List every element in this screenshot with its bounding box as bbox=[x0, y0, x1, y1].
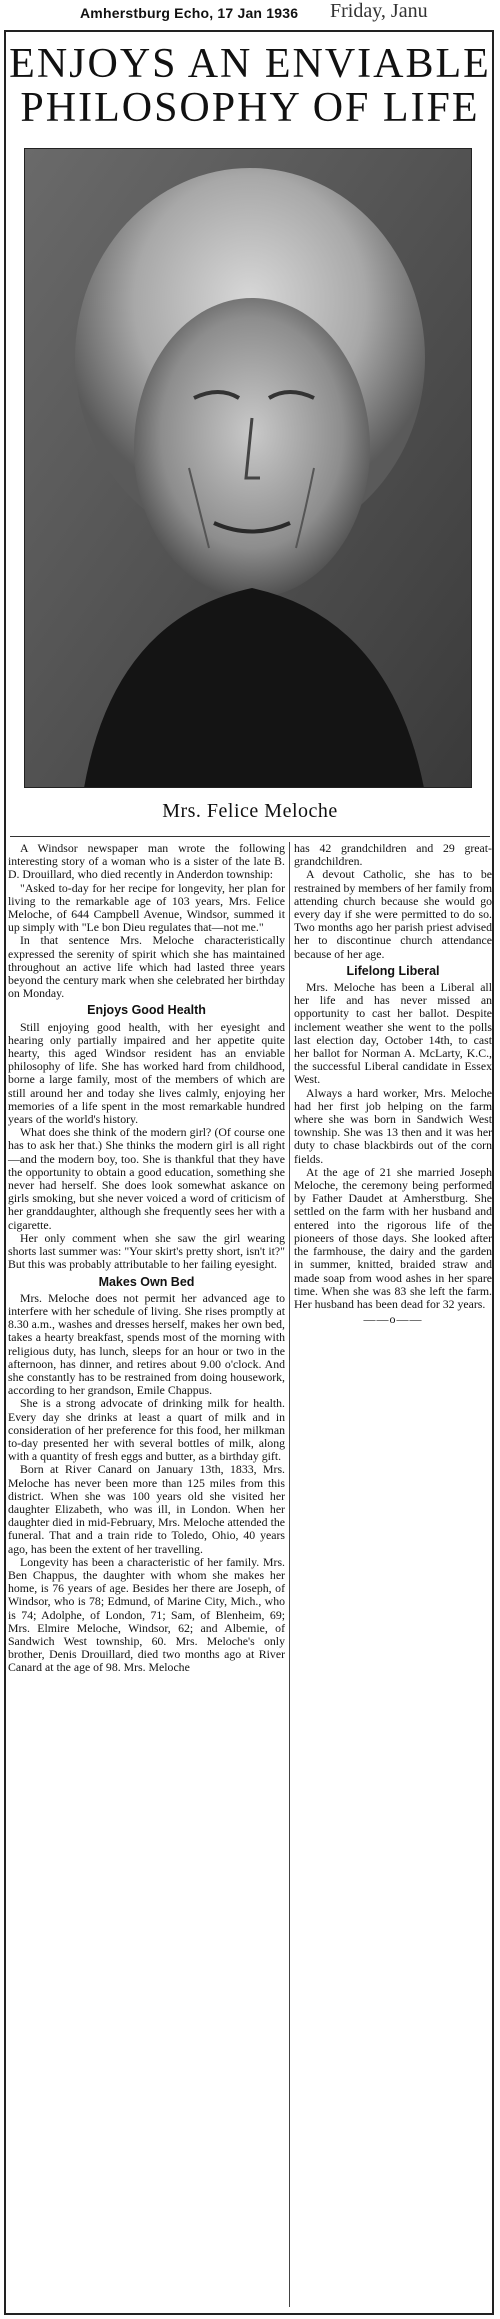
paragraph: Her only comment when she saw the girl wearing shorts last summer was: "Your skirt's pretty short, isn't it?" But this was probably attributable to her failing eyesight. bbox=[8, 1230, 285, 1272]
paragraph: Mrs. Meloche does not permit her advanced age to interfere with her schedule of living. She rises promptly at 8.30 a.m., washes and dresses herself, makes her own bed, takes a hearty breakfast, spends most of the morning with religious duty, has lunch, sleeps for an hour or two in the afternoon, has dinner, and retires about 9.00 o'clock. And she constantly has to be restrained from doing housework, according to her grandson, Emile Chappus. bbox=[8, 1290, 285, 1398]
paragraph: Longevity has been a characteristic of her family. Mrs. Ben Chappus, the daughter with whom she makes her home, is 76 years of age. Besides her there are Joseph, of Windsor, who is 78; Edmund, of Marine City, Mich., who is 74; Adolphe, of London, 71; Sam, of Blenheim, 69; Mrs. Elmire Meloche, Windsor, 62; and Albemie, of Sandwich West township, 60. Mrs. Meloche's only brother, Denis Drouillard, died two months ago at River Canard at the age of 98. Mrs. Meloche bbox=[8, 1554, 285, 1675]
masthead-date-fragment: Friday, Janu bbox=[330, 0, 428, 22]
paragraph: A Windsor newspaper man wrote the following interesting story of a woman who is a sister of the late B. D. Drouillard, who died recently in Anderdon township: bbox=[8, 841, 285, 882]
subheading: Lifelong Liberal bbox=[346, 963, 440, 978]
masthead bbox=[0, 0, 500, 28]
caption-rule bbox=[10, 836, 490, 837]
photo-caption: Mrs. Felice Meloche bbox=[162, 800, 338, 822]
column-divider bbox=[289, 842, 290, 2307]
headline-line-2: PHILOSOPHY OF LIFE bbox=[20, 85, 480, 131]
end-mark: ——o—— bbox=[363, 1312, 423, 1327]
article-left-column bbox=[8, 842, 285, 1675]
paragraph: Always a hard worker, Mrs. Meloche had her first job helping on the farm where she was born in Sandwich West township. She was 13 then and it was her duty to chase blackbirds out of the corn fields. bbox=[294, 1085, 492, 1166]
article-right-column bbox=[294, 842, 492, 1326]
paragraph: has 42 grandchildren and 29 great-grandchildren. bbox=[294, 841, 492, 869]
paragraph: At the age of 21 she married Joseph Meloche, the ceremony being performed by Father Daudet at Amherstburg. She settled on the farm with her husband and entered into the rigorous life of the pioneers of those days. She looked after the farmhouse, the dairy and the garden in summer, knitted, braided straw and made soap from wood ashes in her spare time. When she was 83 she left the farm. Her husband has been dead for 32 years. bbox=[294, 1164, 492, 1311]
paragraph: In that sentence Mrs. Meloche characteristically expressed the serenity of spirit which she has maintained throughout an active life which had lasted three years beyond the century mark when she celebrated her birthday on Monday. bbox=[8, 933, 285, 1001]
paragraph: She is a strong advocate of drinking milk for health. Every day she drinks at least a quart of milk and in consideration of her preference for this food, her milkman to-day presented her with several bottles of milk, along with a quantity of fresh eggs and butter, as a birthday gift. bbox=[8, 1396, 285, 1464]
subheading: Enjoys Good Health bbox=[87, 1003, 206, 1018]
portrait-photo bbox=[24, 148, 472, 788]
paragraph: Mrs. Meloche has been a Liberal all her life and has never missed an opportunity to cast her ballot. Despite inclement weather she went to the polls last election day, October 14th, to cast her ballot for Norman A. McLarty, K.C., the successful Liberal candidate in Essex West. bbox=[294, 980, 492, 1087]
subheading: Makes Own Bed bbox=[98, 1274, 195, 1289]
headline bbox=[6, 42, 494, 130]
newspaper-source: Amherstburg Echo, 17 Jan 1936 bbox=[80, 5, 299, 21]
paragraph: Still enjoying good health, with her eyesight and hearing only partially impaired and her appetite quite hearty, this aged Windsor resident has an enviable philosophy of life. She has worked hard from childhood, borne a large family, most of the members of which are still around her and today she lives calmly, enjoying her memories of a life spent in the most remarkable hundred years of the world's history. bbox=[8, 1019, 285, 1127]
paragraph: "Asked to-day for her recipe for longevity, her plan for living to the remarkable age of 103 years, Mrs. Felice Meloche, of 644 Campbell Avenue, Windsor, summed it up simply with "Le bon Dieu regulates that—not me." bbox=[8, 880, 285, 935]
paragraph: Born at River Canard on January 13th, 1833, Mrs. Meloche has never been more than 125 miles from this district. When she was 100 years old she visited her daughter Elizabeth, who was ill, in London. When her daughter died in mid-February, Mrs. Meloche attended the funeral. That and a train ride to Toledo, Ohio, 40 years ago, has been the extent of her travelling. bbox=[8, 1462, 285, 1556]
headline-line-1: ENJOYS AN ENVIABLE bbox=[9, 41, 491, 87]
paragraph: What does she think of the modern girl? (Of course one has to ask her that.) She thinks the modern girl is all right—and the modern boy, too. She is thankful that they have the opportunity to obtain a good education, something she never had herself. She does look somewhat askance on girls smoking, but she never voiced a word of criticism of her granddaughter, although she frequently sees her with a cigarette. bbox=[8, 1125, 285, 1232]
paragraph: A devout Catholic, she has to be restrained by members of her family from attending church because she would go every day if she were permitted to do so. Two months ago her parish priest advised her to discontinue church attendance because of her age. bbox=[294, 867, 492, 961]
